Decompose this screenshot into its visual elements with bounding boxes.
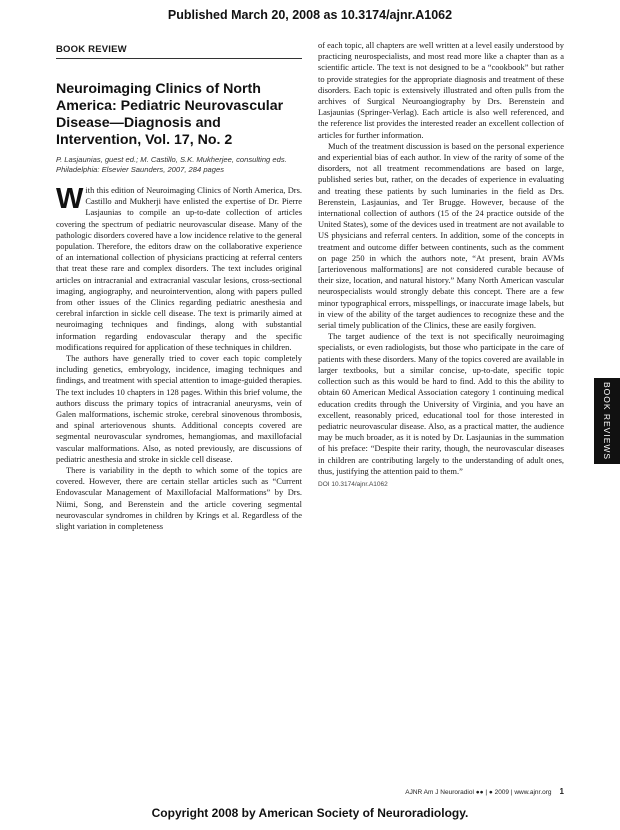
doi-line: DOI 10.3174/ajnr.A1062 bbox=[318, 480, 388, 488]
copyright-banner: Copyright 2008 by American Society of Neuroradiology. bbox=[151, 806, 469, 820]
book-reviews-tab bbox=[594, 378, 620, 464]
paragraph-5: Much of the treatment discussion is based on the personal experience and experiential bias of each author. In view of the rarity of some of the disorders, not all treatment recommendations are based on large, published series but, rather, on the decades of experience in evaluating and treating these patients by such luminaries in the field as Drs. Berenstein, Lasjaunias, and Ter Brugge. However, because of the international collection of authors (15 of the 24 practice outside of the United States), some of the devices used in treatment are not available to US physicians and referral centers. In addition, some of the concepts in treatment and outcome differ between continents, such as the comment on page 250 in which the authors note, “At present, brain AVMs [arteriovenous malformations] are not considered curable because of their size, location, and natural history.” Many North American vascular neurospecialists would strongly debate this concept. There are a few minor typographical errors, misspellings, or inaccurate image labels, but in view of the ability of the target audiences to recognize these and the serial timely publication of the Clinics, these are easily forgiven. bbox=[318, 140, 564, 331]
paragraph-6: The target audience of the text is not specifically neuroimaging specialists, or even radiologists, but those who participate in the care of patients with these disorders. Many of the topics covered are available in larger textbooks, but a similar concise, up-to-date, specific topic collection such as this would be hard to find. Add to this the ability to obtain 60 American Medical Association category 1 continuing medical education credits through the University of Virginia, and you have an excellent, reasonably priced, educational tool for those interested in pediatric neurovascular disease. Also, as a practical matter, the audience may be much broader, as it is noted by Dr. Lasjaunias in the summation of his preface: “Despite their rarity, though, the neurovascular diseases in children are contributing largely to the understanding of adult ones, thus, justifying the attention paid to them.” bbox=[318, 331, 565, 476]
page-footer bbox=[318, 787, 564, 796]
left-column bbox=[56, 44, 302, 532]
paragraph-4: of each topic, all chapters are well written at a level easily understood by practicing neurospecialists, and most read more like a chapter than as a scientific article. The text is not designed to be a “cookbook” but rather to provide strategies for the appropriate diagnosis and treatment of these disorders. Each topic is extensively illustrated and often pulls from the archives of Surgical Neuroangiography by Drs. Berenstein and Lasjaunias (Springer-Verlag). Each article is also well referenced, and the reference list provides the interested reader an excellent collection of articles for further information. bbox=[318, 40, 564, 140]
section-label: BOOK REVIEW bbox=[56, 44, 302, 59]
journal-citation: AJNR Am J Neuroradiol ●● | ● 2009 | www.ajnr.org bbox=[405, 789, 552, 796]
paragraph-3: There is variability in the depth to which some of the topics are covered. However, there are certain stellar articles such as “Current Endovascular Management of Maxillofacial Malformations” by Drs. Niimi, Song, and Berenstein and the article covering segmental neurovascular syndromes in children by Krings et al. Regardless of the slight variation in completeness bbox=[56, 465, 302, 532]
paragraph-1 bbox=[56, 185, 302, 353]
article-credits: P. Lasjaunias, guest ed.; M. Castillo, S.K. Mukherjee, consulting eds. Philadelphia: Elsevier Saunders, 2007, 284 pages bbox=[56, 155, 287, 174]
book-reviews-tab-label: BOOK REVIEWS bbox=[602, 381, 612, 461]
published-banner: Published March 20, 2008 as 10.3174/ajnr.A1062 bbox=[167, 8, 453, 22]
paragraph-1-text: ith this edition of Neuroimaging Clinics of North America, Drs. Castillo and Mukherji have enlisted the expertise of Dr. Pierre Lasjaunias to compile an up-to-date collection of articles covering the spectrum of pediatric neurovascular disease. Many of the pathologic disorders covered have a low incidence relative to the general population. Therefore, the editors draw on the collaborative experience of an international collection of physicians practicing at referral centers that treat these rare and complex disorders. The text includes original articles on intracranial and extracranial vascular lesions, cross-sectional imaging, angiography, and neurointervention, along with papers pulled from other issues of the Clinics regarding pediatric anesthesia and cerebral infarction in sickle cell disease. The text is primarily aimed at neuroimaging techniques and findings, along with substantial information regarding endovascular therapy and the specific modifications required for application of these techniques in children. bbox=[56, 185, 302, 352]
right-column bbox=[318, 40, 564, 488]
drop-cap: W bbox=[56, 183, 84, 215]
paragraph-2: The authors have generally tried to cover each topic completely including genetics, embryology, incidence, imaging techniques and findings, and treatment with special attention to image-guided therapies. The text includes 10 chapters in 128 pages. Within this brief volume, the authors discuss the primary topics of intracranial aneurysms, vein of Galen malformations, ischemic stroke, cerebral sinovenous thrombosis, and spinal arteriovenous shunts. Additional concepts covered are segmental neurovascular syndromes, hemangiomas, and maxillofacial vascular malformations. Also, as noted previously, are discussions of pediatric anesthesia and stroke in sickle cell disease. bbox=[56, 353, 302, 464]
page-number: 1 bbox=[559, 787, 564, 796]
article-title: Neuroimaging Clinics of North America: Pediatric Neurovascular Disease—Diagnosis and Intervention, Vol. 17, No. 2 bbox=[56, 81, 284, 148]
